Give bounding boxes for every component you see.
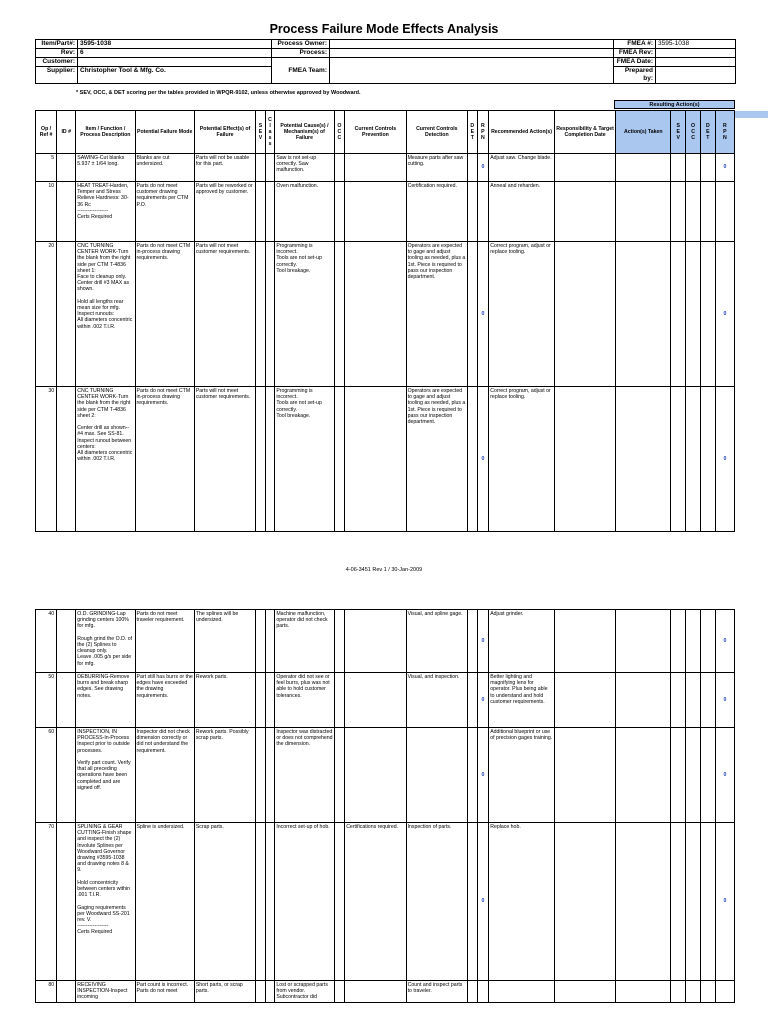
cell-op: 40 [36,610,57,673]
cell-det [468,154,478,182]
cell-effect: Parts will not be usable for this part. [194,154,255,182]
cell-r-rpn: 0 [715,242,734,387]
cell-r-det [700,610,715,673]
cell-item: RECEIVING INSPECTION-Inspect incoming [76,981,135,1003]
cell-cause: Lost or scrapped parts from vendor. Subcontractor did [275,981,334,1003]
cell-r-occ [686,823,701,981]
cell-op: 80 [36,981,57,1003]
cell-taken [616,182,671,242]
header-op: Op / Ref # [36,111,57,154]
cell-effect: Parts will be reworked or approved by customer. [194,182,255,242]
header-item: Item / Function / Process Description [76,111,135,154]
cell-mode: Inspector did not check dimension correctly or did not understand the requirement. [135,728,194,823]
header-rpn: R P N [477,111,489,154]
cell-mode: Parts do not meet CTM in-process drawing requirements. [135,242,194,387]
rev-label: Rev: [36,49,78,58]
header-id: ID # [57,111,76,154]
cell-effect: Rework parts. Possibly scrap parts. [194,728,255,823]
fmea-no-value[interactable]: 3595-1038 [656,40,736,49]
cell-taken [616,981,671,1003]
cell-detection: Visual, and inspection. [406,673,467,728]
cell-taken [616,387,671,532]
cell-rpn: 0 [477,242,489,387]
cell-taken [616,728,671,823]
cell-occ [334,823,345,981]
cell-sev [256,823,266,981]
fmea-row [36,182,735,242]
cell-r-rpn: 0 [715,154,734,182]
cell-mode: Part count is incorrect. Parts do not meet [135,981,194,1003]
cell-r-sev [671,610,686,673]
cell-det [468,823,478,981]
process-value[interactable] [330,49,614,58]
cell-cause: Programming is incorrect. Tools are not set-up correctly. Tool breakage. [275,242,334,387]
cell-rpn: 0 [477,154,489,182]
cell-cause: Operator did not see or feel burrs, plus was not able to hold customer tolerances. [275,673,334,728]
cell-r-sev [671,242,686,387]
cell-occ [334,154,345,182]
cell-effect: Short parts, or scrap parts. [194,981,255,1003]
cell-item: SAWING-Cut blanks 5.937 ± 1/64 long. [76,154,135,182]
cell-id [57,728,76,823]
cell-prevention [345,610,406,673]
cell-op: 5 [36,154,57,182]
cell-item: O.D. GRINDING-Lap grinding centers 100% for mfg. Rough grind the O.D. of the (2) Splines to cleanup only. Leave .005 g/s per side for mfg. [76,610,135,673]
cell-recommended: Adjust saw. Change blade. [489,154,555,182]
header-r-occ: O C C [686,111,701,154]
cell-taken [616,242,671,387]
cell-id [57,981,76,1003]
cell-detection: Inspection of parts. [406,823,467,981]
fmea-date-label: FMEA Date: [614,58,656,67]
cell-mode: Parts do not meet traveler requirement. [135,610,194,673]
cell-item: HEAT TREAT-Harden, Temper and Stress Relieve Hardness: 30-36 Rc ------------------ Certs Required [76,182,135,242]
cell-responsibility [554,981,615,1003]
fmea-row [36,242,735,387]
cell-id [57,610,76,673]
cell-prevention [345,728,406,823]
cell-recommended: Additional blueprint or use of precision gages training. [489,728,555,823]
cell-item: SPLINING & GEAR CUTTING-Finish shape and inspect the (2) Involute Splines per Woodward Governor drawing #3595-1038 and drawing notes 8 & 9. Hold concentricity between centers within .001 T.I.R. Gaging requirements per Woodward SS-201 rev. V. ------------------ Certs Required [76,823,135,981]
cell-rpn: 0 [477,823,489,981]
header-info-table [35,39,736,84]
cell-sev [256,981,266,1003]
header-effect: Potential Effect(s) of Failure [194,111,255,154]
cell-r-sev [671,182,686,242]
cell-op: 20 [36,242,57,387]
cell-det [468,728,478,823]
cell-sev [256,242,266,387]
cell-r-rpn: 0 [715,610,734,673]
cell-responsibility [554,154,615,182]
cell-id [57,182,76,242]
cell-r-rpn [715,182,734,242]
cell-occ [334,242,345,387]
cell-recommended: Correct program, adjust or replace tooling. [489,387,555,532]
cell-r-rpn: 0 [715,387,734,532]
cell-detection: Measure parts after saw cutting. [406,154,467,182]
cell-r-det [700,823,715,981]
cell-prevention [345,242,406,387]
fmea-row [36,823,735,981]
cell-rpn [477,182,489,242]
cell-r-det [700,242,715,387]
cell-id [57,673,76,728]
cell-r-occ [686,673,701,728]
cell-recommended: Adjust grinder. [489,610,555,673]
cell-r-det [700,154,715,182]
customer-label: Customer: [36,58,78,67]
cell-cause: Saw is not set-up correctly. Saw malfunction. [275,154,334,182]
cell-item: CNC TURNING CENTER WORK-Turn the blank from the right side per CTM T-4836 sheet 1: Face to cleanup only. Center drill #3 MAX as shown. Hold all lengths rear mean size for mfg. Inspect runouts: All diameters concentric within .002 T.I.R. [76,242,135,387]
cell-effect: Parts will not meet customer requirements. [194,242,255,387]
cell-sev [256,182,266,242]
cell-rpn: 0 [477,387,489,532]
cell-rpn: 0 [477,728,489,823]
cell-mode: Part still has burrs or the edges have exceeded the drawing requirements. [135,673,194,728]
cell-r-rpn [715,981,734,1003]
cell-r-occ [686,728,701,823]
cell-r-det [700,387,715,532]
cell-op: 50 [36,673,57,728]
cell-taken [616,610,671,673]
cell-det [468,981,478,1003]
cell-detection: Operators are expected to gage and adjust tooling as needed, plus a 1st. Piece is required to pass our inspection department. [406,387,467,532]
cell-class [265,981,275,1003]
fmea-row [36,728,735,823]
cell-det [468,673,478,728]
cell-occ [334,673,345,728]
cell-detection: Operators are expected to gage and adjust tooling as needed, plus a 1st. Piece is required to pass our inspection department. [406,242,467,387]
cell-id [57,823,76,981]
cell-taken [616,673,671,728]
cell-prevention [345,154,406,182]
fmea-no-label: FMEA #: [614,40,656,49]
cell-r-rpn: 0 [715,823,734,981]
cell-class [265,182,275,242]
cell-r-occ [686,387,701,532]
cell-occ [334,981,345,1003]
cell-r-det [700,728,715,823]
fmea-row [36,673,735,728]
cell-r-rpn: 0 [715,673,734,728]
scoring-note: * SEV, OCC, & DET scoring per the tables provided in WPQR-9102, unless otherwise approved by Woodward. [76,90,361,96]
cell-op: 10 [36,182,57,242]
cell-recommended: Anneal and reharden. [489,182,555,242]
cell-detection [406,728,467,823]
cell-responsibility [554,182,615,242]
header-det: D E T [468,111,478,154]
cell-responsibility [554,610,615,673]
header-r-sev: S E V [671,111,686,154]
cell-r-occ [686,242,701,387]
fmea-date-value[interactable] [656,58,736,67]
cell-mode: Parts do not meet CTM in-process drawing requirements. [135,387,194,532]
fmea-row [36,154,735,182]
cell-recommended: Correct program, adjust or replace tooling. [489,242,555,387]
prepared-by-label: Prepared by: [614,67,656,84]
cell-mode: Spline is undersized. [135,823,194,981]
header-class: C l a s s [265,111,275,154]
cell-sev [256,154,266,182]
cell-r-sev [671,387,686,532]
resulting-actions-header: Resulting Action(s) [614,100,735,109]
cell-class [265,387,275,532]
cell-taken [616,823,671,981]
cell-recommended: Better lighting and magnifying lens for operator. Plus being able to understand and hold customer requirements. [489,673,555,728]
cell-responsibility [554,823,615,981]
cell-class [265,610,275,673]
cell-det [468,242,478,387]
header-recommended: Recommended Action(s) [489,111,555,154]
process-owner-label: Process Owner: [272,40,330,49]
cell-responsibility [554,242,615,387]
cell-sev [256,673,266,728]
header-prevention: Current Controls Prevention [345,111,406,154]
cell-cause: Machine malfunction, operator did not check parts. [275,610,334,673]
cell-prevention [345,182,406,242]
cell-sev [256,387,266,532]
cell-prevention [345,673,406,728]
cell-prevention [345,981,406,1003]
process-label: Process: [272,49,330,58]
cell-r-det [700,981,715,1003]
cell-mode: Blanks are cut undersized. [135,154,194,182]
fmea-team-value[interactable] [330,58,614,84]
cell-r-occ [686,154,701,182]
cell-r-sev [671,728,686,823]
cell-effect: Parts will not meet customer requirements. [194,387,255,532]
header-occ: O C C [334,111,345,154]
cell-mode: Parts do not meet customer drawing requirements per CTM P.O. [135,182,194,242]
fmea-rev-label: FMEA Rev: [614,49,656,58]
cell-rpn [477,981,489,1003]
header-taken: Action(s) Taken [616,111,671,154]
cell-r-occ [686,981,701,1003]
header-responsibility: Responsibility & Target Completion Date [554,111,615,154]
cell-cause: Oven malfunction. [275,182,334,242]
cell-occ [334,182,345,242]
header-cause: Potential Cause(s) / Mechanism(s) of Failure [275,111,334,154]
cell-op: 60 [36,728,57,823]
fmea-table-page-1 [35,110,735,532]
cell-det [468,387,478,532]
cell-r-sev [671,981,686,1003]
cell-id [57,154,76,182]
cell-class [265,728,275,823]
cell-item: INSPECTION, IN PROCESS-In-Process Inspect prior to outside processes. Verify part count. Verify that all preceding operations have been completed and are signed off. [76,728,135,823]
cell-class [265,154,275,182]
cell-responsibility [554,387,615,532]
cell-r-sev [671,673,686,728]
cell-r-sev [671,154,686,182]
fmea-table-page-2 [35,609,735,1003]
header-detection: Current Controls Detection [406,111,467,154]
fmea-team-label: FMEA Team: [272,58,330,84]
cell-prevention [345,387,406,532]
cell-r-det [700,673,715,728]
cell-item: DEBURRING-Remove burrs and break sharp edges. See drawing notes. [76,673,135,728]
cell-effect: Scrap parts. [194,823,255,981]
customer-value[interactable] [78,58,272,67]
cell-prevention: Certifications required. [345,823,406,981]
fmea-row [36,981,735,1003]
cell-class [265,242,275,387]
cell-cause: Programming is incorrect. Tools are not set-up correctly. Tool breakage. [275,387,334,532]
supplier-value[interactable]: Christopher Tool & Mfg. Co. [78,67,272,84]
fmea-row [36,387,735,532]
cell-effect: Rework parts. [194,673,255,728]
prepared-by-value[interactable] [656,67,736,84]
cell-r-sev [671,823,686,981]
cell-occ [334,728,345,823]
supplier-label: Supplier: [36,67,78,84]
cell-recommended [489,981,555,1003]
cell-recommended: Replace hob. [489,823,555,981]
cell-r-occ [686,182,701,242]
cell-id [57,242,76,387]
cell-occ [334,610,345,673]
cell-sev [256,728,266,823]
cell-det [468,182,478,242]
page-title: Process Failure Mode Effects Analysis [269,22,499,36]
cell-class [265,673,275,728]
fmea-rev-value[interactable] [656,49,736,58]
cell-taken [616,154,671,182]
cell-r-rpn: 0 [715,728,734,823]
cell-sev [256,610,266,673]
cell-item: CNC TURNING CENTER WORK-Turn the blank from the right side per CTM T-4836 sheet 2: Center drill as shown--#4 max. See SS-81. Inspect runout between centers: All diameters concentric within .002 T.I.R. [76,387,135,532]
header-r-rpn: R P N [715,111,734,154]
cell-id [57,387,76,532]
cell-class [265,823,275,981]
item-part-value[interactable]: 3595-1038 [78,40,272,49]
rev-value[interactable]: 6 [78,49,272,58]
page-footer: 4-06-3451 Rev 1 / 30-Jan-2009 [345,567,423,573]
cell-rpn: 0 [477,610,489,673]
cell-detection: Count and inspect parts to traveler. [406,981,467,1003]
fmea-row [36,610,735,673]
cell-occ [334,387,345,532]
cell-r-occ [686,610,701,673]
item-part-label: Item/Part#: [36,40,78,49]
cell-r-det [700,182,715,242]
cell-detection: Visual, and spline gage. [406,610,467,673]
header-sev: S E V [256,111,266,154]
cell-cause: Incorrect set-up of hob. [275,823,334,981]
cell-op: 70 [36,823,57,981]
header-mode: Potential Failure Mode [135,111,194,154]
cell-rpn: 0 [477,673,489,728]
cell-responsibility [554,728,615,823]
fmea-header-row [36,111,735,154]
process-owner-value[interactable] [330,40,614,49]
cell-op: 30 [36,387,57,532]
cell-effect: The splines will be undersized. [194,610,255,673]
cell-det [468,610,478,673]
results-column-tab [735,111,768,118]
cell-cause: Inspector was distracted or does not comprehend the dimension. [275,728,334,823]
cell-detection: Certification required. [406,182,467,242]
cell-responsibility [554,673,615,728]
header-r-det: D E T [700,111,715,154]
